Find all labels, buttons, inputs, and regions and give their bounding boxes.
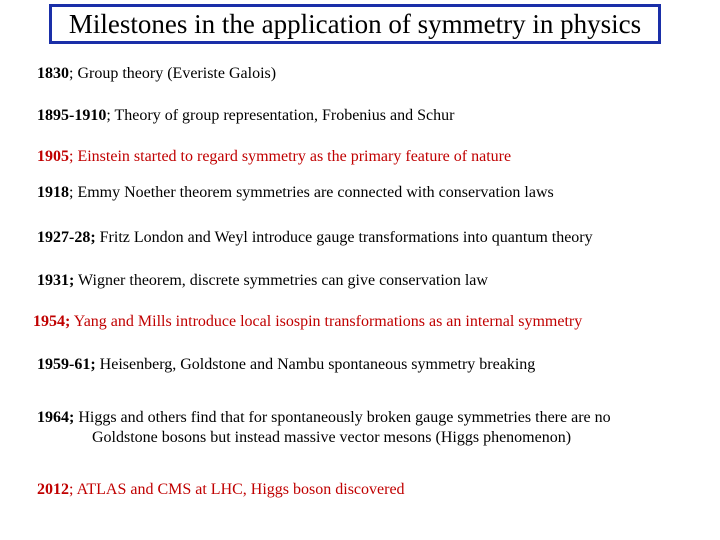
milestone-1918 <box>37 183 554 203</box>
milestone-year: 1964; <box>37 409 75 426</box>
milestone-1830 <box>37 64 276 84</box>
milestone-year: 1954; <box>33 313 71 330</box>
slide-title: Milestones in the application of symmetry in physics <box>49 4 661 44</box>
milestone-text: Wigner theorem, discrete symmetries can give conservation law <box>74 272 488 289</box>
milestone-year: 1895-1910 <box>37 107 107 124</box>
milestone-year: 1918 <box>37 184 69 201</box>
milestone-text: Heisenberg, Goldstone and Nambu spontaneous symmetry breaking <box>95 356 536 373</box>
milestone-text: Yang and Mills introduce local isospin transformations as an internal symmetry <box>70 313 583 330</box>
milestone-text: ATLAS and CMS at LHC, Higgs boson discovered <box>73 481 405 498</box>
milestone-1954 <box>33 312 582 332</box>
milestone-text-continued: Goldstone bosons but instead massive vector mesons (Higgs phenomenon) <box>92 429 572 446</box>
milestone-year: 1931; <box>37 272 75 289</box>
milestone-text: Emmy Noether theorem symmetries are connected with conservation laws <box>73 184 554 201</box>
milestone-separator: ; <box>69 184 74 201</box>
milestone-separator: ; <box>69 481 74 498</box>
milestone-text: Theory of group representation, Frobenius and Schur <box>110 107 455 124</box>
milestone-year: 1927-28; <box>37 229 96 246</box>
milestone-year: 1959-61; <box>37 356 96 373</box>
milestone-1931 <box>37 271 488 291</box>
milestone-year: 1905 <box>37 148 69 165</box>
milestone-text: Einstein started to regard symmetry as the primary feature of nature <box>73 148 512 165</box>
milestone-1927-28 <box>37 228 593 248</box>
milestone-1895-1910 <box>37 106 454 126</box>
milestone-2012 <box>37 480 405 500</box>
milestone-1959-61 <box>37 355 535 375</box>
milestone-text: Group theory (Everiste Galois) <box>73 65 277 82</box>
milestone-1964 <box>37 408 611 448</box>
milestone-year: 2012 <box>37 481 69 498</box>
milestone-separator: ; <box>69 65 74 82</box>
milestone-separator: ; <box>69 148 74 165</box>
milestone-text: Higgs and others find that for spontaneously broken gauge symmetries there are no <box>74 409 611 426</box>
milestone-year: 1830 <box>37 65 69 82</box>
milestone-1905 <box>37 147 511 167</box>
milestone-text: Fritz London and Weyl introduce gauge transformations into quantum theory <box>95 229 593 246</box>
milestone-separator: ; <box>106 107 111 124</box>
